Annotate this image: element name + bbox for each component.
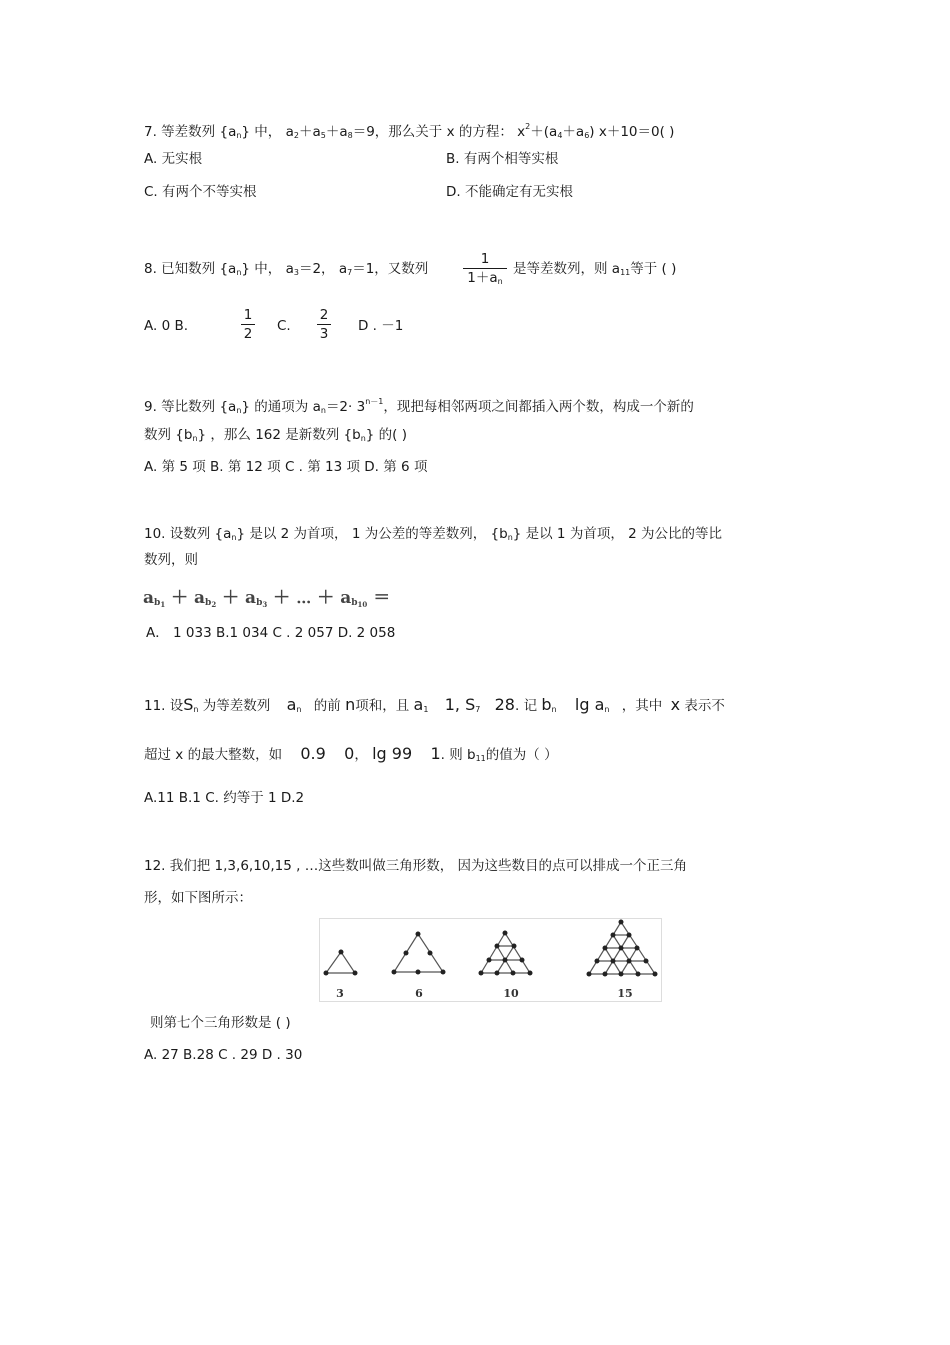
q7-tail: ＝9，那么关于 x 的方程： x bbox=[352, 124, 526, 140]
sub-7: 7 bbox=[347, 268, 353, 277]
sub-11: 11 bbox=[620, 268, 631, 277]
q8-stem-1: 8. 已知数列 {a bbox=[144, 261, 237, 277]
q12-options: A. 27 B.28 C . 29 D . 30 bbox=[144, 1047, 303, 1063]
q11-options: A.11 B.1 C. 约等于 1 D.2 bbox=[144, 790, 305, 806]
q11-val: 1, S bbox=[444, 695, 476, 714]
q8-option-d: D . －1 bbox=[358, 318, 404, 334]
sub-11: 11 bbox=[475, 754, 486, 763]
q11-l1-f: ，其中 bbox=[621, 698, 663, 714]
q7-option-a: A. 无实根 bbox=[144, 151, 203, 167]
q8-option-c: C. bbox=[277, 318, 291, 334]
q7-expr2: ＋a bbox=[325, 124, 348, 140]
sub-n: n bbox=[320, 406, 326, 415]
sub-n: n bbox=[236, 131, 242, 140]
sub-7: 7 bbox=[475, 705, 481, 714]
fraction-bar bbox=[317, 324, 331, 325]
sub-n: n bbox=[236, 268, 242, 277]
q7-option-d: D. 不能确定有无实根 bbox=[446, 184, 573, 200]
q10-sum-formula: $a_{b_1} + a_{b_2} + a_{b_3}$ ＋ ⋯ ＋ $a_{b_{10}}$ ＝ bbox=[143, 588, 391, 609]
q11-l1-b: 为等差数列 bbox=[202, 698, 271, 714]
q12-line1: 12. 我们把 1,3,6,10,15 , …这些数叫做三角形数， 因为这些数目的点可以排成一个正三角 bbox=[144, 858, 688, 874]
q8-stem-4: ＝1，又数列 bbox=[352, 261, 429, 277]
q8-stem-right bbox=[513, 260, 676, 282]
sub-n: n bbox=[192, 434, 198, 443]
sub-n: n bbox=[236, 406, 242, 415]
q7-stem-mid: } 中， a bbox=[241, 124, 294, 140]
q8-frac-num: 1 bbox=[480, 251, 490, 267]
q10-l1-a: 10. 设数列 {a bbox=[144, 526, 232, 542]
fraction-bar bbox=[241, 324, 255, 325]
q7-option-c: C. 有两个不等实根 bbox=[144, 184, 257, 200]
q10-l1-c: } 是以 1 为首项， 2 为公比的等比 bbox=[512, 526, 722, 542]
q7-eq3: ) x＋10＝0( ) bbox=[589, 124, 675, 140]
q11-lg: lg a bbox=[574, 695, 605, 714]
q7-stem-prefix: 7. 等差数列 { bbox=[144, 124, 229, 140]
q8-c-num: 2 bbox=[319, 307, 329, 323]
q11-l1-d: 项和，且 bbox=[355, 698, 410, 714]
q8-stem-left bbox=[144, 260, 428, 282]
q7-eq: ＋(a bbox=[530, 124, 558, 140]
q9-l1-c: ＝2· 3 bbox=[325, 399, 366, 415]
q7-a: a bbox=[228, 124, 237, 140]
q11-x: x bbox=[670, 695, 681, 714]
q8-stem-6: 等于 ( ) bbox=[630, 261, 677, 277]
q9-line1 bbox=[144, 393, 694, 420]
q9-l1-d: ，现把每相邻两项之间都插入两个数，构成一个新的 bbox=[383, 399, 694, 415]
sub-n: n bbox=[497, 277, 503, 286]
q11-an: a bbox=[286, 695, 297, 714]
figure-label-6: 6 bbox=[415, 987, 423, 1000]
q10-line2: 数列，则 bbox=[144, 552, 198, 568]
q8-b-den: 2 bbox=[243, 326, 253, 342]
q9-exponent: n－1 bbox=[365, 397, 384, 406]
q11-S: S bbox=[183, 695, 194, 714]
q9-options: A. 第 5 项 B. 第 12 项 C . 第 13 项 D. 第 6 项 bbox=[144, 459, 428, 475]
q11-l2-c: 的值为（ ） bbox=[485, 747, 558, 763]
q11-n: n bbox=[345, 695, 356, 714]
q11-09: 0.9 bbox=[300, 744, 326, 763]
q11-line1 bbox=[144, 696, 725, 719]
q7-expr: ＋a bbox=[298, 124, 321, 140]
q9-l2-c: } 的( ) bbox=[365, 427, 408, 443]
sub-2: 2 bbox=[293, 131, 299, 140]
figure-label-15: 15 bbox=[617, 987, 633, 1000]
sub-1: 1 bbox=[423, 705, 429, 714]
q11-a1: a bbox=[413, 695, 424, 714]
q9-l1-a: 9. 等比数列 {a bbox=[144, 399, 237, 415]
triangular-numbers-figure bbox=[319, 918, 662, 1002]
q11-l1-c: 的前 bbox=[313, 698, 341, 714]
q8-stem-3: ＝2， a bbox=[298, 261, 348, 277]
q8-c-den: 3 bbox=[319, 326, 329, 342]
q11-l1-a: 11. 设 bbox=[144, 698, 184, 714]
q12-question: 则第七个三角形数是 ( ) bbox=[150, 1015, 291, 1031]
sub-5: 5 bbox=[320, 131, 326, 140]
q8-stem-5: 是等差数列，则 a bbox=[513, 261, 621, 277]
q8-stem-2: } 中， a bbox=[241, 261, 294, 277]
q8-frac-den: 1＋a bbox=[467, 270, 498, 286]
figure-label-10: 10 bbox=[503, 987, 519, 1000]
q7-option-b: B. 有两个相等实根 bbox=[446, 151, 559, 167]
q7-eq2: ＋a bbox=[562, 124, 585, 140]
q9-l2-b: } ，那么 162 是新数列 {b bbox=[197, 427, 361, 443]
sub-n: n bbox=[604, 705, 610, 714]
q12-line2: 形，如下图所示： bbox=[144, 890, 252, 906]
sub-n: n bbox=[507, 533, 513, 542]
sub-n: n bbox=[193, 705, 199, 714]
q11-28: 28 bbox=[494, 695, 515, 714]
q8-option-c-fraction bbox=[317, 307, 331, 342]
sub-4: 4 bbox=[557, 131, 563, 140]
q11-0: 0 bbox=[344, 744, 355, 763]
sub-n: n bbox=[551, 705, 557, 714]
q8-frac-den-wrap bbox=[463, 270, 507, 290]
sub-3: 3 bbox=[293, 268, 299, 277]
sub-n: n bbox=[231, 533, 237, 542]
fraction-bar bbox=[463, 268, 507, 269]
q10-options: A． 1 033 B.1 034 C . 2 057 D. 2 058 bbox=[146, 625, 396, 641]
q8-fraction bbox=[463, 251, 507, 290]
sub-6: 6 bbox=[584, 131, 590, 140]
sub-n: n bbox=[360, 434, 366, 443]
figure-label-3: 3 bbox=[336, 987, 344, 1000]
q11-l1-g: 表示不 bbox=[684, 698, 725, 714]
sup-2: 2 bbox=[525, 122, 531, 131]
q7-stem bbox=[144, 118, 674, 145]
q9-l2-a: 数列 {b bbox=[144, 427, 193, 443]
sub-n: n bbox=[296, 705, 302, 714]
q11-lg99: lg 99 bbox=[372, 744, 413, 763]
q9-l1-b: } 的通项为 a bbox=[241, 399, 321, 415]
sub-8: 8 bbox=[347, 131, 353, 140]
q11-l1-e: . 记 bbox=[514, 698, 538, 714]
q11-1: 1 bbox=[430, 744, 441, 763]
q8-option-a: A. 0 B. bbox=[144, 318, 189, 334]
q11-l2-b: . 则 b bbox=[440, 747, 476, 763]
q9-line2 bbox=[144, 426, 407, 448]
q8-option-b-fraction bbox=[241, 307, 255, 342]
q10-line1 bbox=[144, 525, 722, 547]
q11-line2: 超过 x 的最大整数，如 0.9 0， lg 99 1. 则 $b_{11}$的值为（ ） bbox=[144, 744, 558, 763]
q10-l1-b: } 是以 2 为首项， 1 为公差的等差数列， {b bbox=[236, 526, 508, 542]
q11-bn: b bbox=[541, 695, 552, 714]
q8-b-num: 1 bbox=[243, 307, 253, 323]
q11-l2-a: 超过 x 的最大整数，如 bbox=[144, 747, 283, 763]
